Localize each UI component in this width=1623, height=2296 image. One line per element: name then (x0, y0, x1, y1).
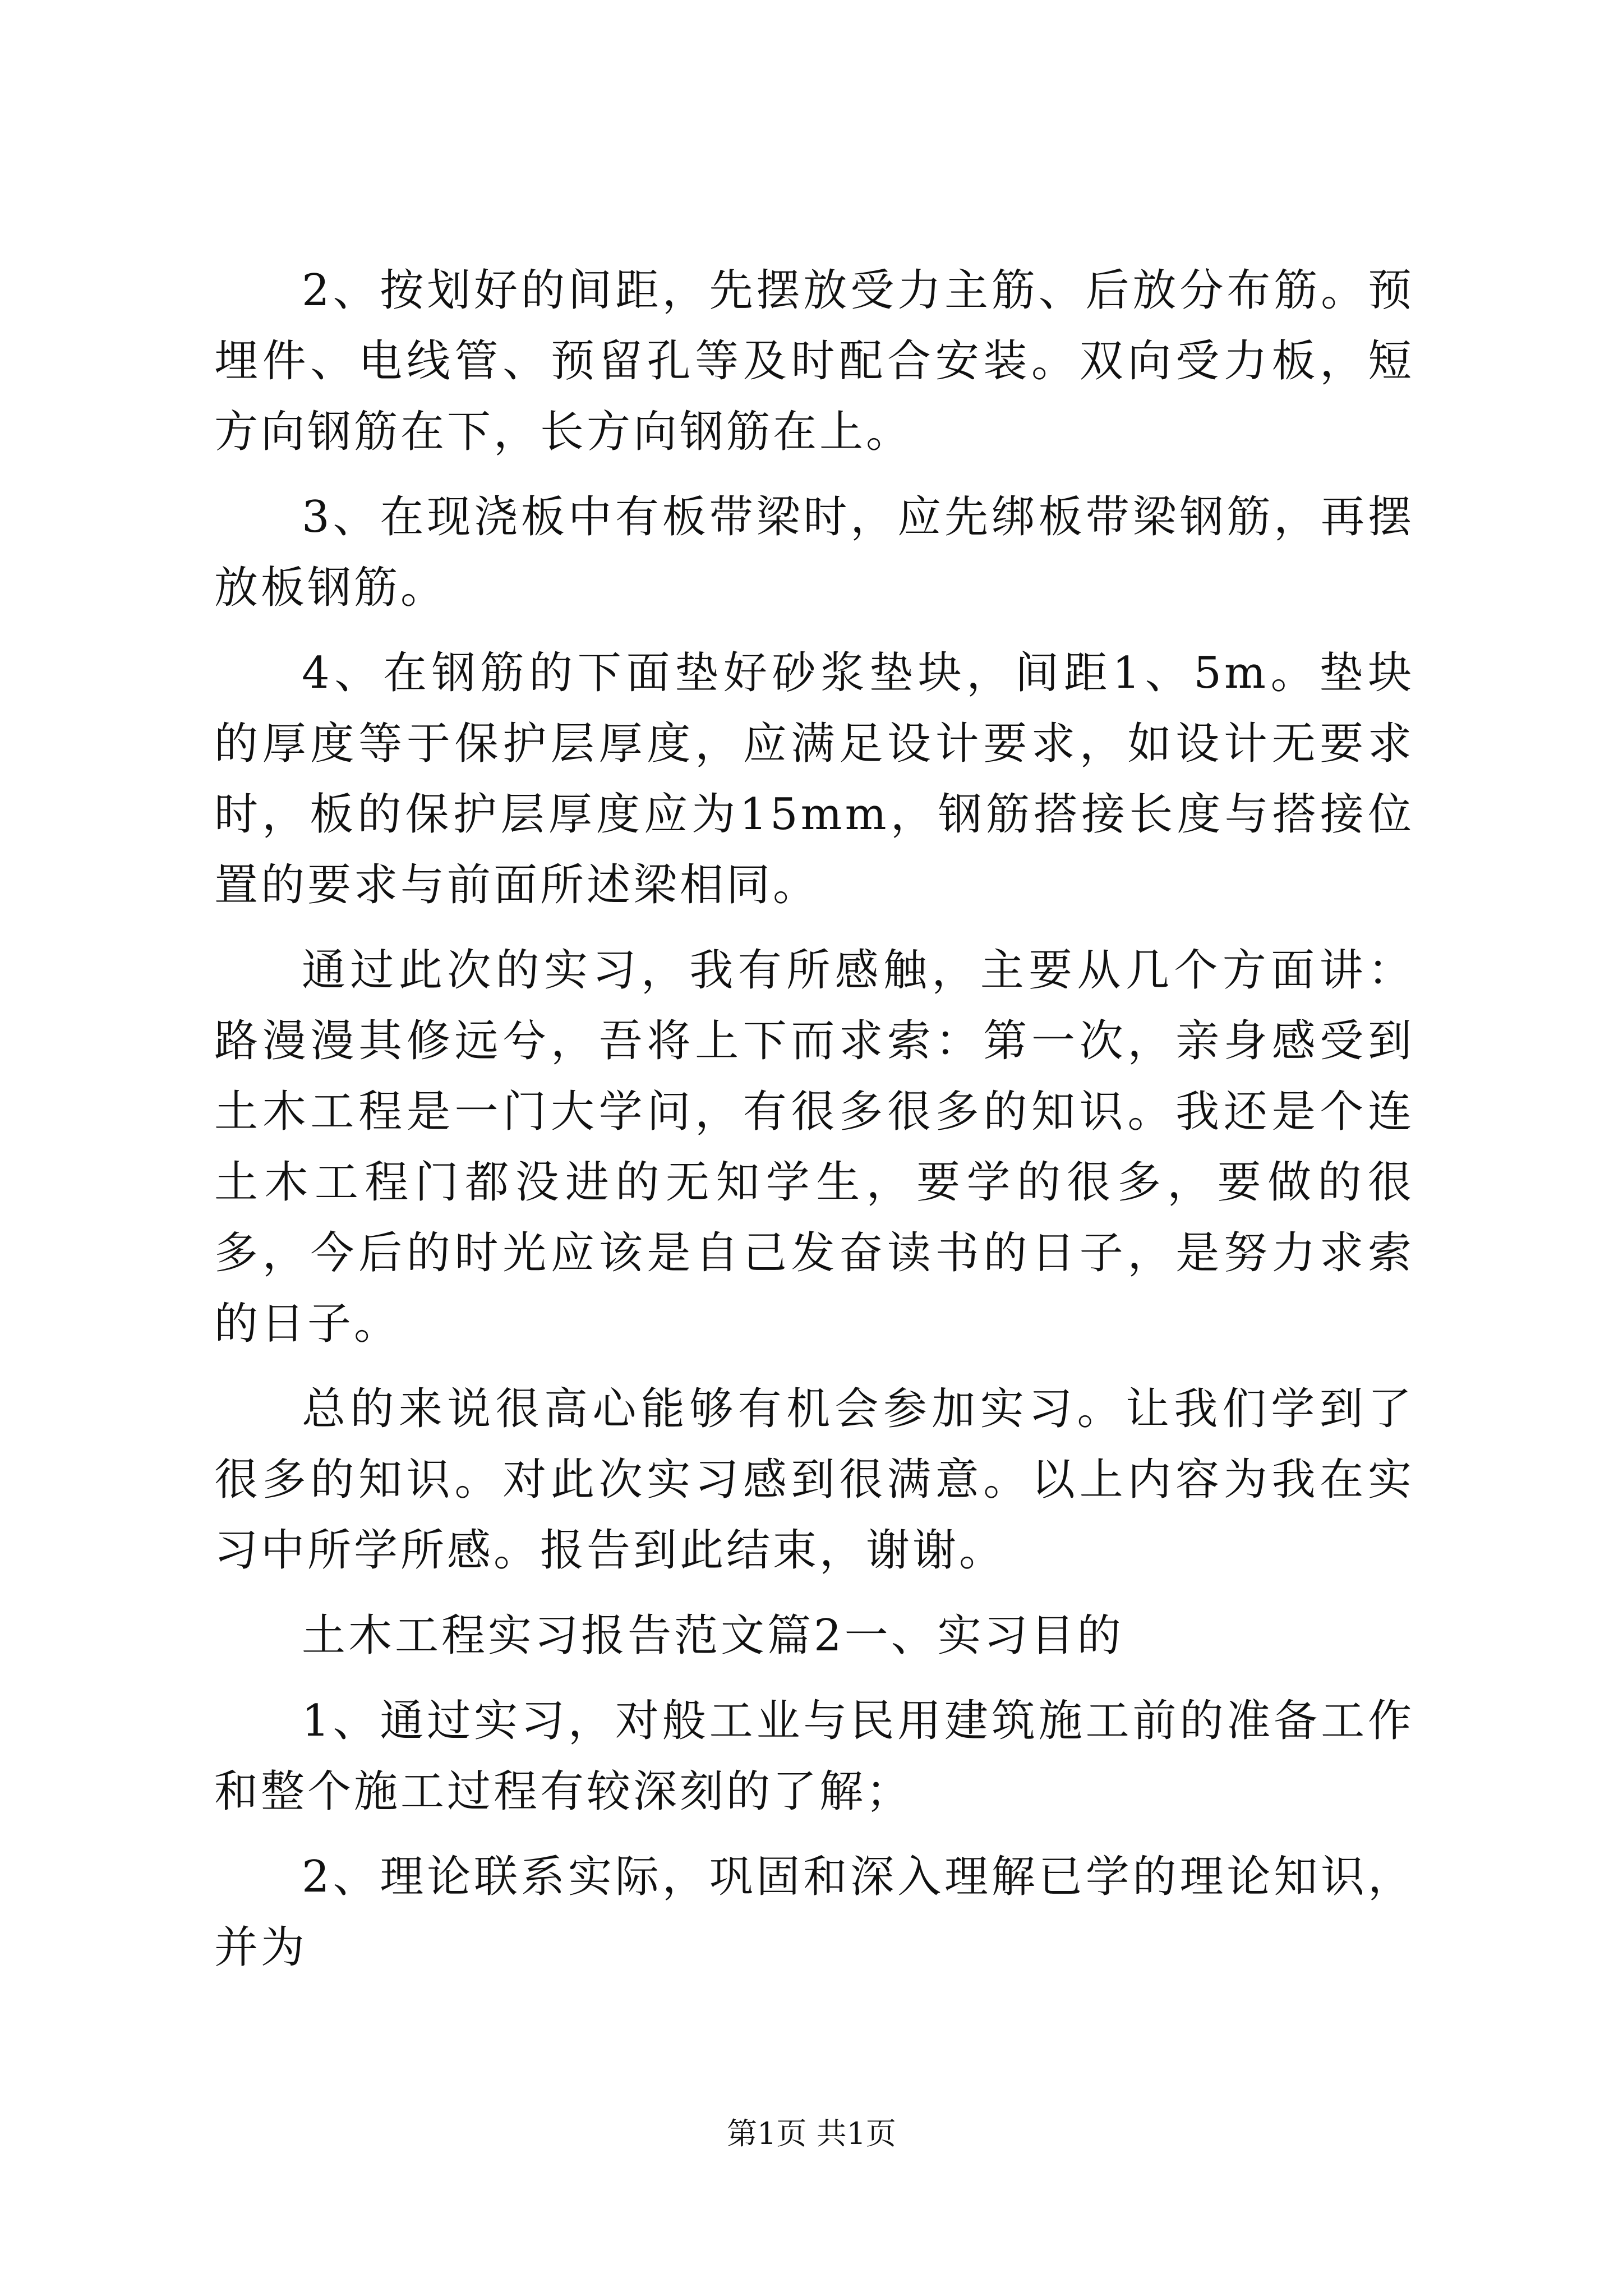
paragraph-step-2: 2、按划好的间距，先摆放受力主筋、后放分布筋。预埋件、电线管、预留孔等及时配合安装。双向受力板，短方向钢筋在下，长方向钢筋在上。 (214, 265, 1414, 457)
document-body (214, 255, 1414, 1998)
paragraph-objective-2: 2、理论联系实际，巩固和深入理解已学的理论知识，并为 (214, 1852, 1414, 1973)
section-heading: 土木工程实习报告范文篇2一、实习目的 (302, 1611, 1124, 1661)
page-number-footer: 第1页 共1页 (727, 2116, 896, 2151)
paragraph-conclusion: 总的来说很高心能够有机会参加实习。让我们学到了很多的知识。对此次实习感到很满意。以上内容为我在实习中所学所感。报告到此结束，谢谢。 (214, 1384, 1414, 1576)
paragraph-step-4: 4、在钢筋的下面垫好砂浆垫块，间距1、5m。垫块的厚度等于保护层厚度，应满足设计要求，如设计无要求时，板的保护层厚度应为15mm，钢筋搭接长度与搭接位置的要求与前面所述梁相同。 (214, 648, 1414, 910)
paragraph-reflection: 通过此次的实习，我有所感触，主要从几个方面讲：路漫漫其修远兮，吾将上下而求索：第一次，亲身感受到土木工程是一门大学问，有很多很多的知识。我还是个连土木工程门都没进的无知学生，要学的很多，要做的很多，今后的时光应该是自己发奋读书的日子，是努力求索的日子。 (214, 945, 1414, 1349)
paragraph-objective-1: 1、通过实习，对般工业与民用建筑施工前的准备工作和整个施工过程有较深刻的了解； (214, 1696, 1414, 1817)
paragraph-step-3: 3、在现浇板中有板带梁时，应先绑板带梁钢筋，再摆放板钢筋。 (214, 492, 1414, 613)
